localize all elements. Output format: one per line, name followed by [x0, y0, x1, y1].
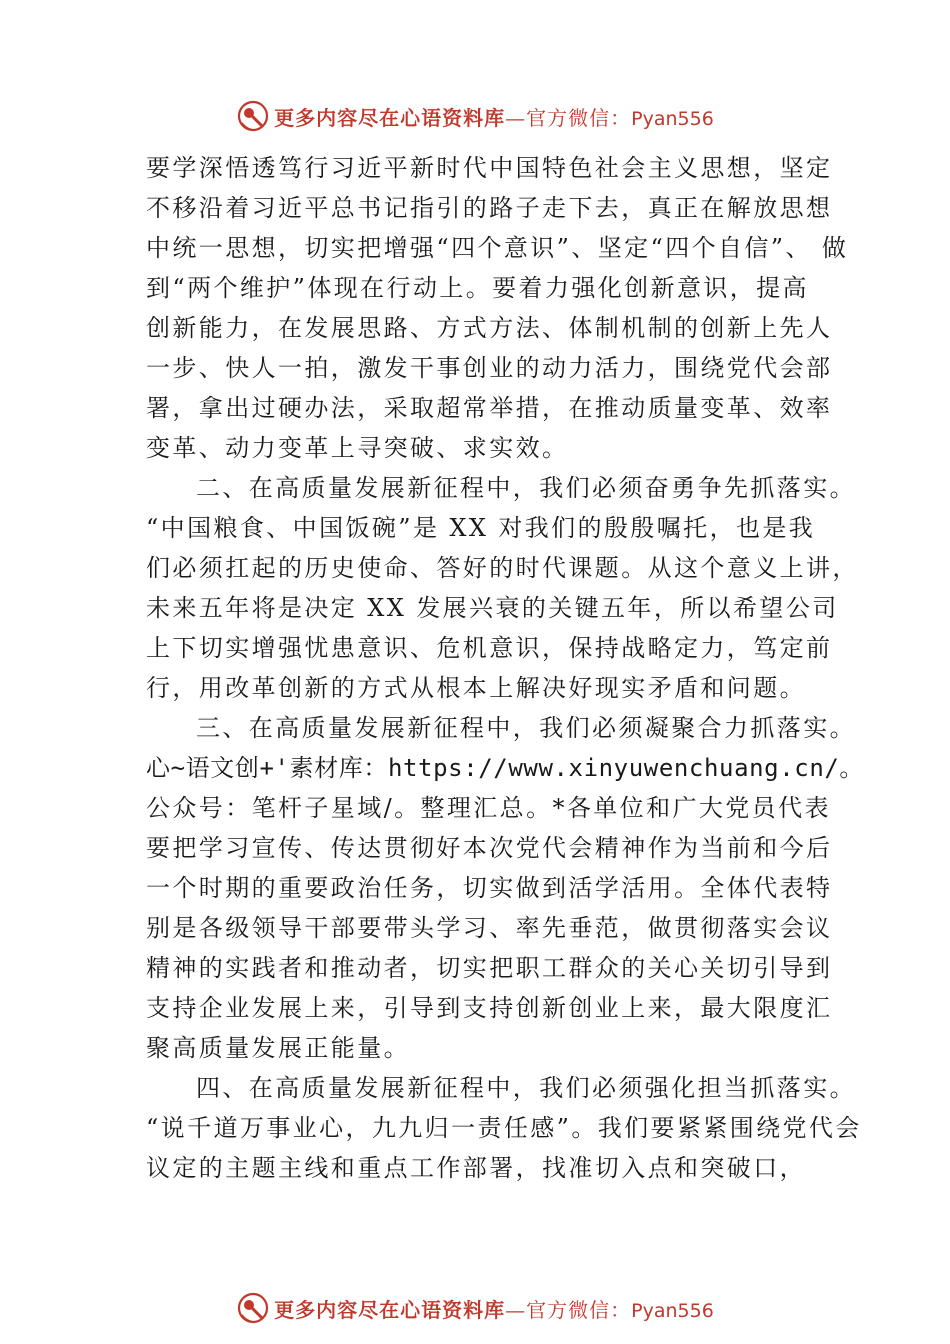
text-line: 变革、动力变革上寻突破、求实效。	[146, 434, 569, 462]
banner-text	[274, 1294, 714, 1323]
section-heading-4: 四、在高质量发展新征程中，我们必须强化担当抓落实。	[196, 1074, 856, 1102]
text-line: 要把学习宣传、传达贯彻好本次党代会精神作为当前和今后	[146, 834, 833, 862]
section-heading-2: 二、在高质量发展新征程中，我们必须奋勇争先抓落实。	[196, 474, 856, 502]
text-line: 支持企业发展上来，引导到支持创新创业上来，最大限度汇	[146, 994, 833, 1022]
banner-account: Pyan556	[631, 107, 714, 130]
banner-text	[274, 102, 714, 131]
text-line: 中统一思想，切实把增强“四个意识”、坚定“四个自信”、 做	[146, 234, 849, 262]
text-line: “说千道万事业心，九九归一责任感”。我们要紧紧围绕党代会	[146, 1114, 862, 1142]
text-line: 未来五年将是决定 XX 发展兴衰的关键五年，所以希望公司	[146, 594, 839, 622]
mic-logo-icon	[236, 99, 270, 133]
banner-dash: —	[505, 105, 527, 130]
footer-banner	[0, 1288, 950, 1328]
text-line: 精神的实践者和推动者，切实把职工群众的关心关切引导到	[146, 954, 833, 982]
header-banner	[0, 96, 950, 136]
banner-wechat-label: 官方微信：	[526, 1297, 632, 1322]
text-line: “中国粮食、中国饭碗”是 XX 对我们的殷殷嘱托，也是我	[146, 514, 816, 542]
url-line: 心~语文创+'素材库：https://www.xinyuwenchuang.cn/。	[146, 754, 865, 782]
text-line: 议定的主题主线和重点工作部署，找准切入点和突破口，	[146, 1154, 806, 1182]
text-line: 一个时期的重要政治任务，切实做到活学活用。全体代表特	[146, 874, 833, 902]
text-line: 到“两个维护”体现在行动上。要着力强化创新意识，提高	[146, 274, 809, 302]
banner-title: 更多内容尽在心语资料库	[274, 1297, 506, 1322]
text-line: 别是各级领导干部要带头学习、率先垂范，做贯彻落实会议	[146, 914, 833, 942]
text-line: 们必须扛起的历史使命、答好的时代课题。从这个意义上讲，	[146, 554, 859, 582]
text-line: 聚高质量发展正能量。	[146, 1034, 410, 1062]
banner-title: 更多内容尽在心语资料库	[274, 105, 506, 130]
text-line: 不移沿着习近平总书记指引的路子走下去，真正在解放思想	[146, 194, 833, 222]
document-body	[146, 148, 865, 1188]
text-line: 一步、快人一拍，激发干事创业的动力活力，围绕党代会部	[146, 354, 833, 382]
text-line: 上下切实增强忧患意识、危机意识，保持战略定力，笃定前	[146, 634, 833, 662]
banner-dash: —	[505, 1297, 527, 1322]
mic-logo-icon	[236, 1291, 270, 1325]
text-line: 公众号：笔杆子星域/。整理汇总。*各单位和广大党员代表	[146, 794, 831, 822]
banner-account: Pyan556	[631, 1299, 714, 1322]
text-line: 创新能力，在发展思路、方式方法、体制机制的创新上先人	[146, 314, 833, 342]
banner-wechat-label: 官方微信：	[526, 105, 632, 130]
section-heading-3: 三、在高质量发展新征程中，我们必须凝聚合力抓落实。	[196, 714, 856, 742]
text-line: 署，拿出过硬办法，采取超常举措，在推动质量变革、效率	[146, 394, 833, 422]
text-line: 行，用改革创新的方式从根本上解决好现实矛盾和问题。	[146, 674, 806, 702]
text-line: 要学深悟透笃行习近平新时代中国特色社会主义思想，坚定	[146, 154, 833, 182]
